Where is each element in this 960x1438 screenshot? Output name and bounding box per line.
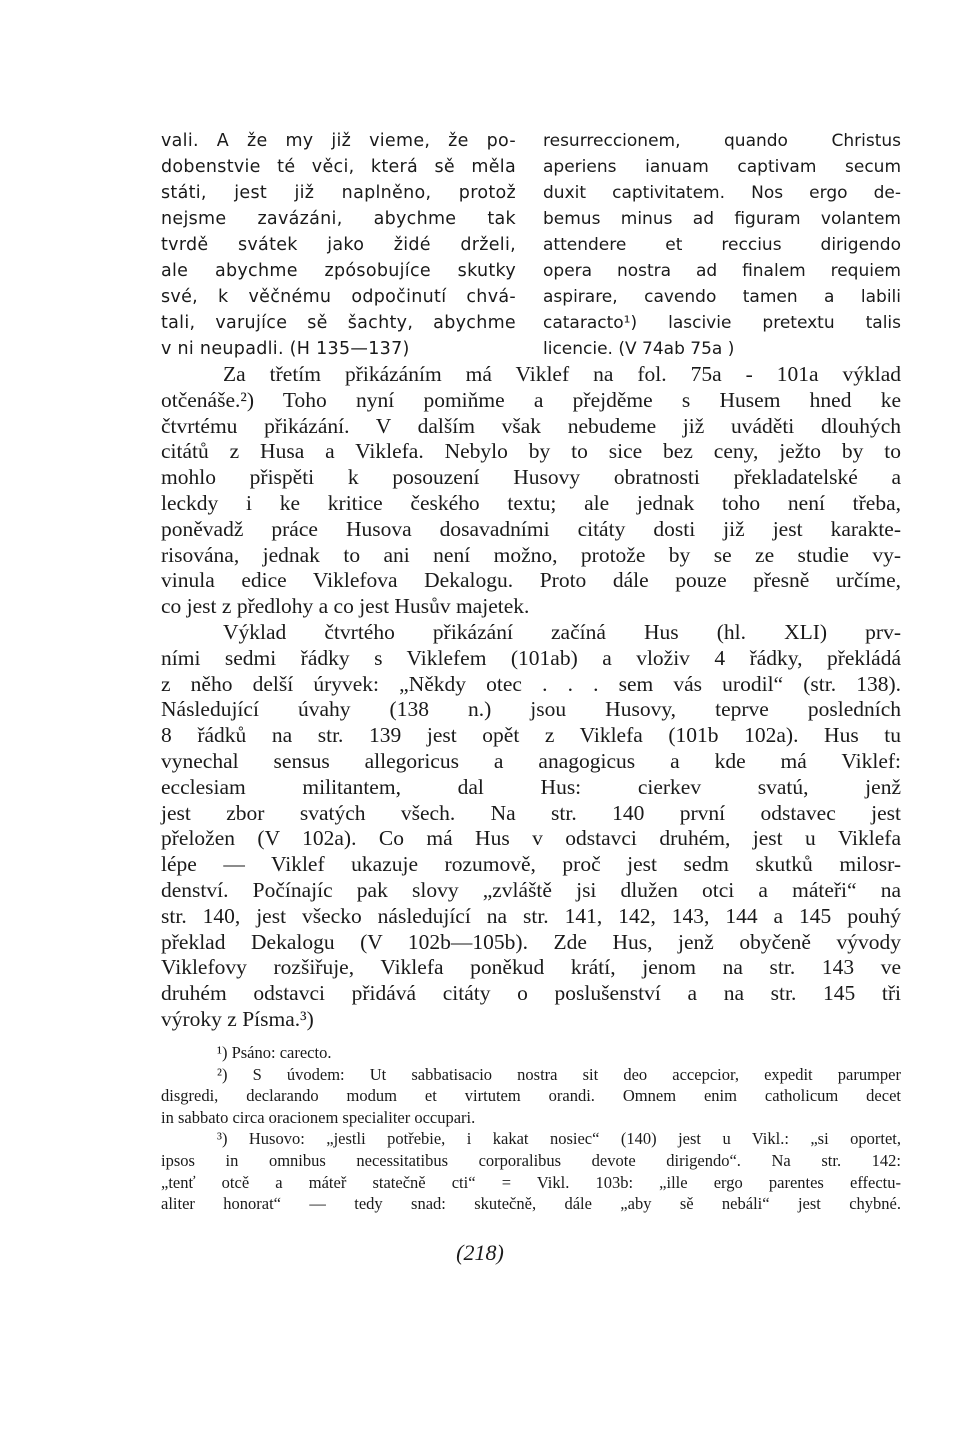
two-column-quote bbox=[161, 128, 901, 362]
paragraph-line: ními sedmi řádky s Viklefem (101ab) a vloživ 4 řádky, překládá bbox=[161, 645, 901, 670]
footnote-line: aliter honorat“ — tedy snad: skutečně, dále „aby sě nebáli“ jest chybné. bbox=[161, 1194, 901, 1214]
czech-line: vali. A že my již vieme, že po- bbox=[161, 131, 516, 151]
paragraph-line: poněvadž práce Husova dosavadními citáty dosti již jest karakte- bbox=[161, 516, 901, 541]
footnote-line: ipsos in omnibus necessitatibus corporalibus devote dirigendo“. Na str. 142: bbox=[161, 1150, 901, 1170]
czech-line: tali, varujíce sě šachty, abychme bbox=[161, 313, 516, 333]
paragraph-line: přeložen (V 102a). Co má Hus v odstavci druhém, jest u Viklefa bbox=[161, 826, 901, 851]
paragraph-line: čtvrtému přikázání. V dalším však nebudeme již uváděti dlouhých bbox=[161, 413, 901, 438]
paragraph-line: druhém odstavci přidává citáty o poslušenství a na str. 145 tři bbox=[161, 981, 901, 1006]
latin-line: bemus minus ad figuram volantem bbox=[543, 209, 901, 229]
footnote-line: ¹) Psáno: carecto. bbox=[217, 1043, 332, 1062]
footnotes bbox=[161, 1042, 901, 1215]
paragraph-line: Viklefovy rozšiřuje, Viklefa poněkud krátí, jenom na str. 143 ve bbox=[161, 955, 901, 980]
paragraph-line: risována, jednak to ani není možno, protože by se ze studie vy- bbox=[161, 542, 901, 567]
paragraph-line: Za třetím přikázáním má Viklef na fol. 75a - 101a výklad bbox=[223, 362, 901, 386]
footnote-line: disgredi, declarando modum et virtutem orandi. Omnem enim catholicum decet bbox=[161, 1086, 901, 1106]
paragraph-line: výroky z Písma.³) bbox=[161, 1006, 314, 1031]
paragraph-line: Výklad čtvrtého přikázání začíná Hus (hl. XLI) prv- bbox=[223, 619, 901, 644]
latin-line: cataracto¹) lascivie pretextu talis bbox=[543, 313, 901, 333]
paragraph-line: Následující úvahy (138 n.) jsou Husovy, teprve posledních bbox=[161, 697, 901, 722]
main-text bbox=[161, 362, 901, 1033]
footnote-line: „tenť otcě a máteř statečně cti“ = Vikl. 103b: „ille ergo parentes effectu- bbox=[161, 1172, 901, 1192]
czech-line: v ni neupadli. (H 135—137) bbox=[161, 339, 410, 359]
footnote-line: ³) Husovo: „jestli potřebie, i kakat nosiec“ (140) jest u Vikl.: „si oportet, bbox=[217, 1129, 901, 1149]
page-number: (218) bbox=[456, 1240, 504, 1265]
latin-line: resurreccionem, quando Christus bbox=[543, 131, 901, 151]
paragraph-line: citátů z Husa a Viklefa. Nebylo by to sice bez ceny, ježto by to bbox=[161, 439, 901, 464]
latin-line: duxit captivitatem. Nos ergo de- bbox=[543, 183, 901, 203]
paragraph-line: lépe — Viklef ukazuje rozumově, proč jest sedm skutků milosr- bbox=[161, 852, 901, 877]
paragraph-line: vinula edice Viklefova Dekalogu. Proto dále pouze přesně určíme, bbox=[161, 568, 901, 593]
czech-line: ale abychme zpósobujíce skutky bbox=[161, 261, 516, 281]
footnote-line: ²) S úvodem: Ut sabbatisacio nostra sit deo accepcior, expedit parumper bbox=[217, 1064, 901, 1084]
paragraph-line: jest zbor svatých všech. Na str. 140 první odstavec jest bbox=[161, 800, 901, 825]
latin-line: opera nostra ad finalem requiem bbox=[543, 261, 901, 281]
paragraph-line: z něho delší úryvek: „Někdy otec . . . sem vás urodil“ (str. 138). bbox=[161, 671, 901, 696]
paragraph-line: ecclesiam militantem, dal Hus: cierkev svatú, jenž bbox=[161, 774, 901, 799]
czech-line: tvrdě svátek jako židé drželi, bbox=[161, 235, 516, 255]
czech-column bbox=[161, 128, 516, 362]
czech-line: státi, jest již naplněno, protož bbox=[161, 183, 516, 203]
czech-line: dobenstvie té věci, která sě měla bbox=[161, 157, 516, 177]
latin-line: attendere et reccius dirigendo bbox=[543, 235, 901, 255]
footnote-line: in sabbato circa oracionem specialiter occupari. bbox=[161, 1107, 476, 1127]
paragraph-line: denství. Počínajíc pak slovy „zvláště jsi dlužen otci a máteři“ na bbox=[161, 877, 901, 902]
czech-line: své, k věčnému odpočinutí chvá- bbox=[161, 287, 516, 307]
latin-line: aspirare, cavendo tamen a labili bbox=[543, 287, 901, 307]
paragraph-line: mohlo přispěti k posouzení Husovy obratnosti překladatelské a bbox=[161, 465, 901, 490]
paragraph-line: co jest z předlohy a co jest Husův majetek. bbox=[161, 594, 530, 619]
paragraph-line: vynechal sensus allegoricus a anagogicus a kde má Viklef: bbox=[161, 748, 901, 773]
latin-line: licencie. (V 74ab 75a ) bbox=[543, 339, 735, 359]
czech-line: nejsme zavázáni, abychme tak bbox=[161, 209, 516, 229]
paragraph-line: 8 řádků na str. 139 jest opět z Viklefa (101b 102a). Hus tu bbox=[161, 723, 901, 748]
paragraph-line: otčenáše.²) Toho nyní pomiňme a přejděme s Husem hned ke bbox=[161, 387, 901, 412]
paragraph-line: překlad Dekalogu (V 102b—105b). Zde Hus, jenž obyčeně vývody bbox=[161, 929, 901, 954]
latin-column bbox=[543, 128, 901, 362]
latin-line: aperiens ianuam captivam secum bbox=[543, 157, 901, 177]
paragraph-line: leckdy i ke kritice českého textu; ale jednak toho není třeba, bbox=[161, 490, 901, 515]
paragraph-line: str. 140, jest všecko následující na str. 141, 142, 143, 144 a 145 pouhý bbox=[161, 903, 901, 928]
